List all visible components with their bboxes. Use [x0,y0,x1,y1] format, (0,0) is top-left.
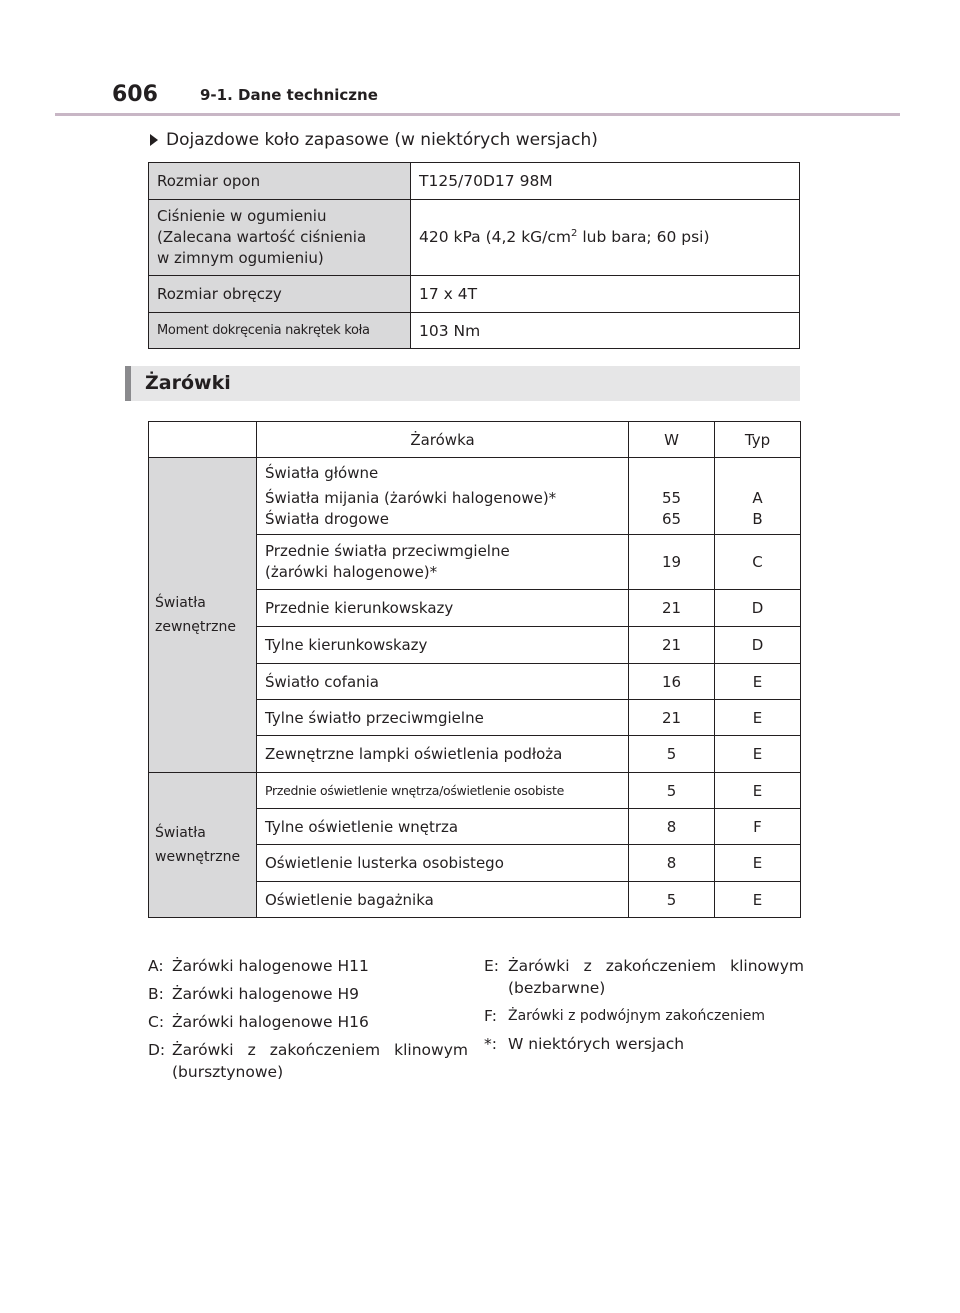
bulb-name: Przednie oświetlenie wnętrza/oświetlenie osobiste [257,773,629,809]
legend-item [148,983,468,1005]
table-row [149,200,800,276]
legend-right [484,955,804,1061]
legend-item [484,1033,804,1055]
group-label-line: zewnętrzne [155,619,236,635]
table-row [149,276,800,313]
bulb-type [715,458,801,535]
page-number: 606 [112,82,158,107]
spec-label-line: (Zalecana wartość ciśnienia [157,228,367,246]
legend-text-line: Żarówki z zakończeniem klinowym [508,957,804,975]
column-header: W [629,422,715,458]
group-label-line: wewnętrzne [155,849,241,865]
legend-item [148,1039,468,1083]
bulb-name: Światło cofania [257,664,629,700]
spec-value: 103 Nm [411,313,800,349]
bulb-type: D [715,627,801,664]
spec-value [411,200,800,276]
type-value: B [752,509,763,528]
legend-key: F: [484,1007,497,1025]
bulb-name-line: (żarówki halogenowe)* [265,563,438,581]
bulb-name: Tylne oświetlenie wnętrza [257,809,629,845]
spec-label-line: w zimnym ogumieniu) [157,249,324,267]
bulb-watts: 8 [629,809,715,845]
bulb-name-line: Światła mijania (żarówki halogenowe)* [265,488,557,507]
table-row [149,313,800,349]
bulb-watts: 19 [629,535,715,590]
legend-text: W niektórych wersjach [508,1035,685,1053]
bulb-type: F [715,809,801,845]
bulb-watts: 8 [629,845,715,882]
bulbs-table [148,421,801,918]
group-label-line: Światła [155,825,206,841]
legend-key: B: [148,985,164,1003]
table-header-row [149,422,801,458]
legend-key: E: [484,957,500,975]
bulb-watts: 5 [629,736,715,773]
bulb-name-line: Światła drogowe [265,509,389,528]
legend-text: Żarówki halogenowe H11 [172,957,369,975]
spec-value-text: 420 kPa (4,2 kG/cm [419,228,572,247]
bulb-name: Tylne światło przeciwmgielne [257,700,629,736]
type-value: A [752,488,763,507]
bulb-type: E [715,700,801,736]
bulb-type: D [715,590,801,627]
legend-item [484,955,804,999]
bulb-name: Oświetlenie bagażnika [257,882,629,918]
bulb-type: E [715,664,801,700]
spec-label: Moment dokręcenia nakrętek koła [149,313,411,349]
bulb-name: Tylne kierunkowskazy [257,627,629,664]
column-header: Typ [715,422,801,458]
spec-value-text: lub bara; 60 psi) [577,228,710,247]
bulb-type: E [715,845,801,882]
legend-text-line: (bezbarwne) [508,979,606,997]
spec-label: Rozmiar opon [149,163,411,200]
legend-key: A: [148,957,164,975]
legend-text-line: (bursztynowe) [172,1063,284,1081]
watts-value: 65 [661,509,682,528]
group-label-line: Światła [155,595,206,611]
bulb-name: Oświetlenie lusterka osobistego [257,845,629,882]
bulb-name-line: Światła główne [265,463,379,482]
triangle-bullet-icon [150,134,158,146]
section-header: 9-1. Dane techniczne [200,86,378,104]
bulb-watts: 5 [629,882,715,918]
bulb-name [257,458,629,535]
spec-label [149,200,411,276]
legend-left [148,955,468,1089]
bulb-watts: 16 [629,664,715,700]
bulb-watts: 21 [629,700,715,736]
spare-wheel-title [150,130,598,150]
bulb-watts [629,458,715,535]
bulb-watts: 21 [629,590,715,627]
spec-value: 17 x 4T [411,276,800,313]
bulb-name: Zewnętrzne lampki oświetlenia podłoża [257,736,629,773]
spec-label-line: Ciśnienie w ogumieniu [157,207,327,225]
bulb-name: Przednie kierunkowskazy [257,590,629,627]
spare-wheel-table [148,162,800,349]
bulb-type: C [715,535,801,590]
legend-text-line: Żarówki z zakończeniem klinowym [172,1041,468,1059]
bulb-name-line: Przednie światła przeciwmgielne [265,542,510,560]
legend-text: Żarówki halogenowe H16 [172,1013,369,1031]
legend-item [484,1005,804,1027]
legend-item [148,1011,468,1033]
legend-text: Żarówki z podwójnym zakończeniem [508,1008,766,1024]
legend-key: *: [484,1035,497,1053]
spec-label: Rozmiar obręczy [149,276,411,313]
bulb-type: E [715,882,801,918]
bulb-name [257,535,629,590]
legend-item [148,955,468,977]
legend-text [508,955,804,999]
spare-wheel-title-text: Dojazdowe koło zapasowe (w niektórych wersjach) [166,130,598,150]
row-group-label [149,773,257,918]
table-row [149,773,801,809]
legend-text [172,1039,468,1083]
header-empty-cell [149,422,257,458]
bulb-type: E [715,736,801,773]
legend-key: C: [148,1013,165,1031]
header-rule [55,113,900,116]
table-row [149,458,801,535]
bulb-watts: 5 [629,773,715,809]
column-header: Żarówka [257,422,629,458]
bulbs-heading: Żarówki [125,366,800,401]
row-group-label [149,458,257,773]
table-row [149,163,800,200]
spec-value: T125/70D17 98M [411,163,800,200]
watts-value: 55 [661,488,682,507]
legend-key: D: [148,1041,166,1059]
superscript: 2 [571,228,578,240]
legend-text: Żarówki halogenowe H9 [172,985,359,1003]
bulb-watts: 21 [629,627,715,664]
bulb-type: E [715,773,801,809]
